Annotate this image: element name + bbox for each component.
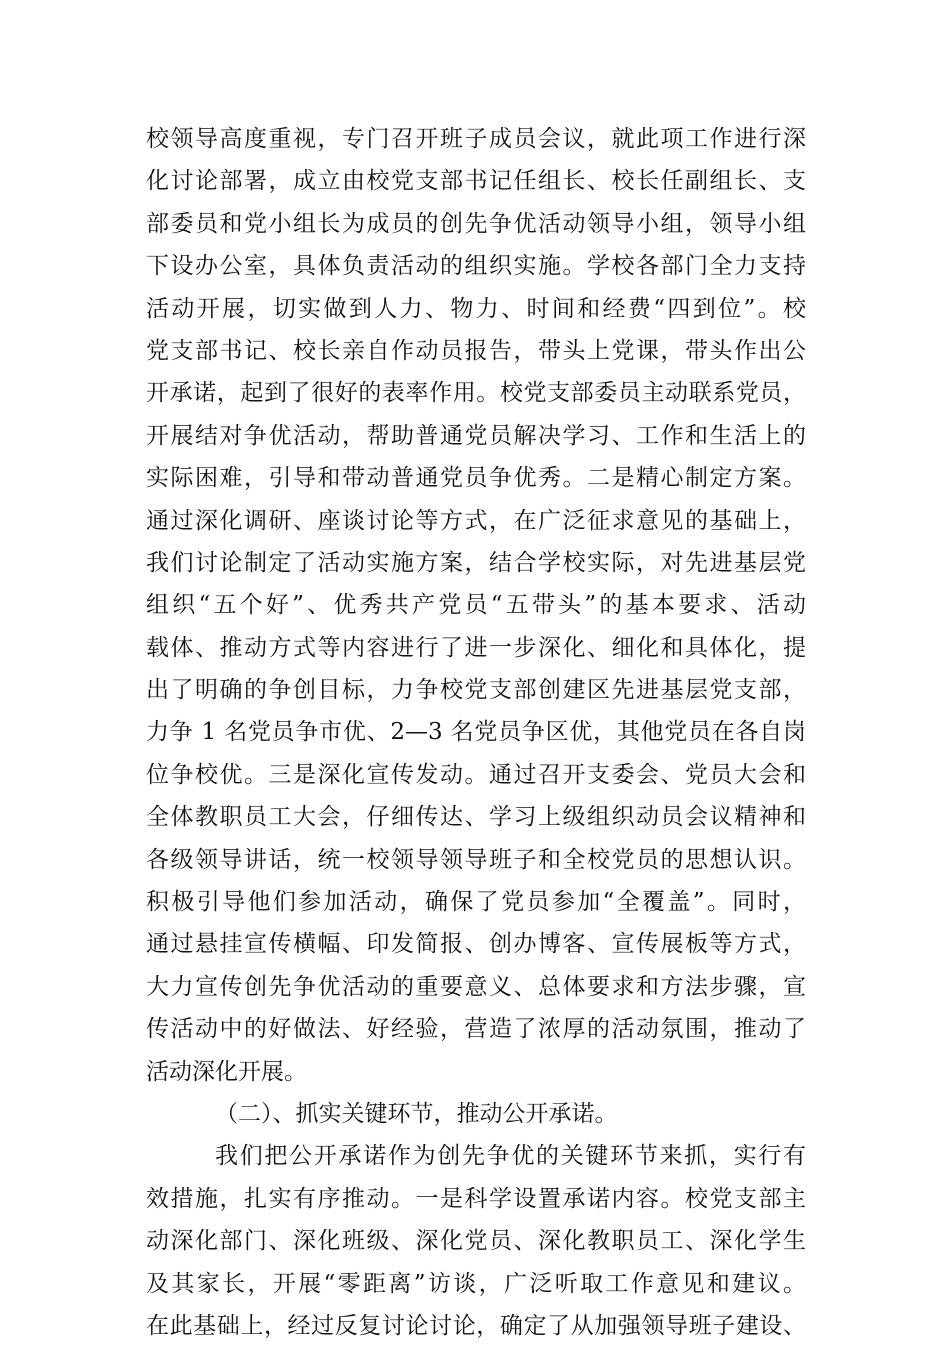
section-heading: （二）、抓实关键环节，推动公开承诺。 (215, 1100, 618, 1127)
text-line: 开承诺，起到了很好的表率作用。校党支部委员主动联系党员， (146, 380, 806, 407)
text-line: 大力宣传创先争优活动的重要意义、总体要求和方法步骤，宣 (146, 973, 806, 1000)
text-line: 部委员和党小组长为成员的创先争优活动领导小组，领导小组 (146, 210, 806, 237)
text-line: 积极引导他们参加活动，确保了党员参加“全覆盖”。同时， (146, 889, 806, 916)
text-line: 出了明确的争创目标，力争校党支部创建区先进基层党支部， (146, 677, 806, 704)
text-line: 党支部书记、校长亲自作动员报告，带头上党课，带头作出公 (146, 337, 806, 364)
text-line: 在此基础上，经过反复讨论讨论，确定了从加强领导班子建设、 (146, 1312, 806, 1339)
text-line: 开展结对争优活动，帮助普通党员解决学习、工作和生活上的 (146, 422, 806, 449)
text-line: 我们讨论制定了活动实施方案，结合学校实际，对先进基层党 (146, 549, 806, 576)
text-line: 校领导高度重视，专门召开班子成员会议，就此项工作进行深 (146, 126, 806, 152)
document-body (146, 118, 806, 1347)
text-line: 化讨论部署，成立由校党支部书记任组长、校长任副组长、支 (146, 168, 806, 195)
text-line: 位争校优。三是深化宣传发动。通过召开支委会、党员大会和 (146, 761, 806, 788)
text-line: 全体教职员工大会，仔细传达、学习上级组织动员会议精神和 (146, 804, 806, 831)
text-line: 通过悬挂宣传横幅、印发简报、创办博客、宣传展板等方式， (146, 931, 806, 958)
text-line: 各级领导讲话，统一校领导领导班子和全校党员的思想认识。 (146, 846, 806, 873)
text-line: 活动深化开展。 (146, 1058, 307, 1085)
text-line: 活动开展，切实做到人力、物力、时间和经费“四到位”。校 (146, 295, 806, 322)
text-line: 我们把公开承诺作为创先争优的关键环节来抓，实行有 (215, 1143, 806, 1170)
text-line: 下设办公室，具体负责活动的组织实施。学校各部门全力支持 (146, 253, 806, 280)
text-line: 载体、推动方式等内容进行了进一步深化、细化和具体化，提 (146, 634, 806, 661)
text-line: 动深化部门、深化班级、深化党员、深化教职员工、深化学生 (146, 1228, 806, 1255)
text-line: 力争 1 名党员争市优、2—3 名党员争区优，其他党员在各自岗 (146, 719, 806, 746)
text-line: 实际困难，引导和带动普通党员争优秀。二是精心制定方案。 (146, 465, 806, 492)
text-line: 传活动中的好做法、好经验，营造了浓厚的活动氛围，推动了 (146, 1016, 806, 1043)
text-line: 通过深化调研、座谈讨论等方式，在广泛征求意见的基础上， (146, 507, 806, 534)
text-line: 及其家长，开展“零距离”访谈，广泛听取工作意见和建议。 (146, 1270, 806, 1297)
text-line: 效措施，扎实有序推动。一是科学设置承诺内容。校党支部主 (146, 1185, 806, 1212)
text-line: 组织“五个好”、优秀共产党员“五带头”的基本要求、活动 (146, 592, 806, 619)
